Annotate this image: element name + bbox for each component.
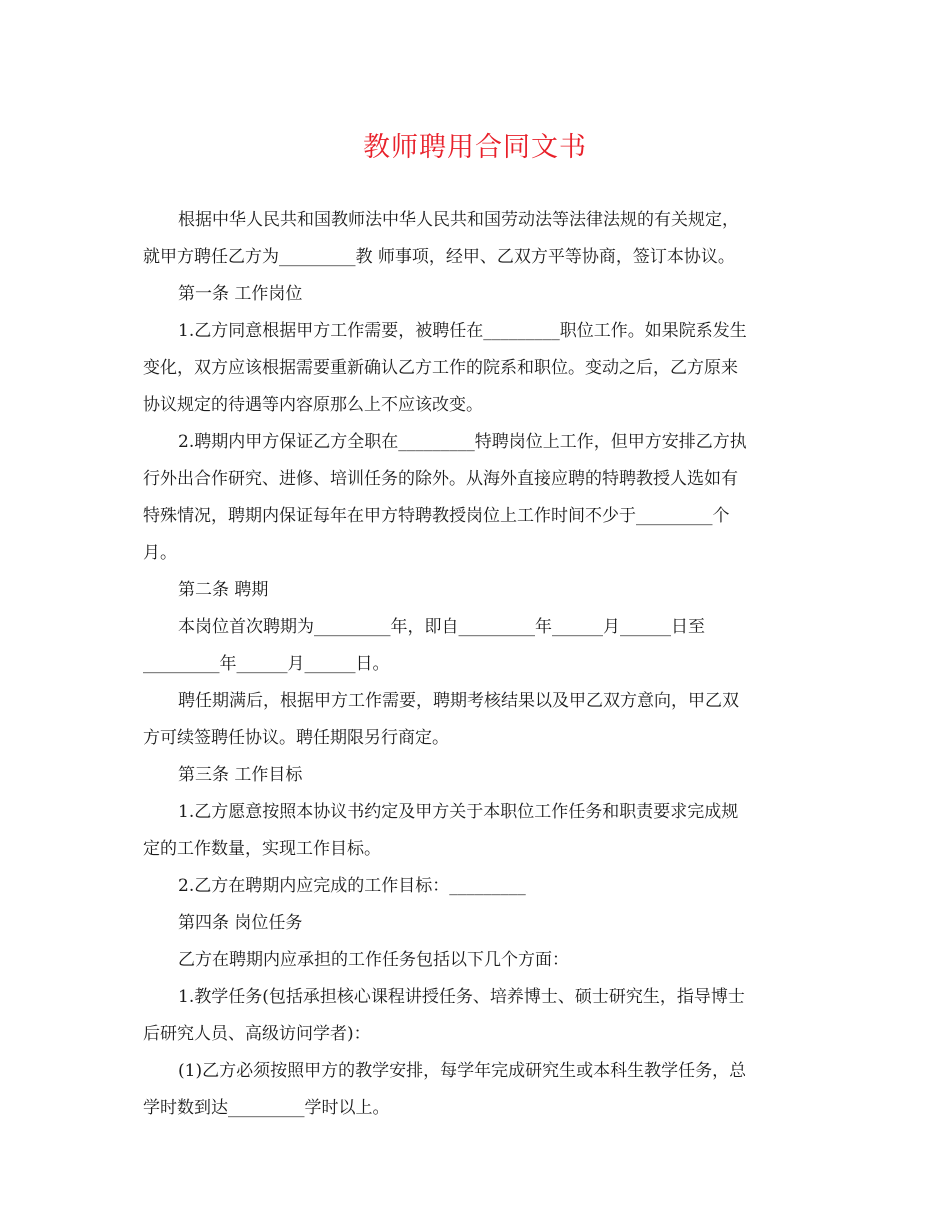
paragraph-line-9: 特殊情况，聘期内保证每年在甲方特聘教授岗位上工作时间不少于_________个 [143,506,730,526]
section-heading-3: 第三条 工作目标 [178,765,303,785]
paragraph-line-25: 学时数到达_________学时以上。 [143,1098,390,1118]
paragraph-line-21: 乙方在聘期内应承担的工作任务包括以下几个方面： [178,950,569,970]
paragraph-line-1: 根据中华人民共和国教师法中华人民共和国劳动法等法律法规的有关规定， [178,210,739,230]
paragraph-line-2: 就甲方聘任乙方为_________教 师事项，经甲、乙双方平等协商，签订本协议。 [143,247,735,267]
paragraph-line-10: 月。 [143,543,177,563]
paragraph-line-13: _________年______月______日。 [143,654,390,674]
paragraph-line-17: 1.乙方愿意按照本协议书约定及甲方关于本职位工作任务和职责要求完成规 [178,802,739,822]
section-heading-1: 第一条 工作岗位 [178,284,303,304]
paragraph-line-8: 行外出合作研究、进修、培训任务的除外。从海外直接应聘的特聘教授人选如有 [143,469,738,489]
paragraph-line-18: 定的工作数量，实现工作目标。 [143,839,381,859]
paragraph-line-19: 2.乙方在聘期内应完成的工作目标：_________ [178,876,526,896]
paragraph-line-22: 1.教学任务(包括承担核心课程讲授任务、培养博士、硕士研究生，指导博士 [178,987,745,1007]
paragraph-line-14: 聘任期满后，根据甲方工作需要，聘期考核结果以及甲乙双方意向，甲乙双 [178,691,739,711]
paragraph-line-6: 协议规定的待遇等内容原那么上不应该改变。 [143,395,483,415]
section-heading-4: 第四条 岗位任务 [178,913,303,933]
section-heading-2: 第二条 聘期 [178,580,269,600]
paragraph-line-15: 方可续签聘任协议。聘任期限另行商定。 [143,728,449,748]
paragraph-line-5: 变化，双方应该根据需要重新确认乙方工作的院系和职位。变动之后，乙方原来 [143,358,738,378]
paragraph-line-4: 1.乙方同意根据甲方工作需要，被聘任在_________职位工作。如果院系发生 [178,321,747,341]
document-title: 教师聘用合同文书 [363,132,587,163]
paragraph-line-7: 2.聘期内甲方保证乙方全职在_________特聘岗位上工作，但甲方安排乙方执 [178,432,747,452]
paragraph-line-12: 本岗位首次聘期为_________年，即自_________年______月______日至 [178,617,705,637]
paragraph-line-23: 后研究人员、高级访问学者)： [143,1024,371,1044]
paragraph-line-24: (1)乙方必须按照甲方的教学安排，每学年完成研究生或本科生教学任务，总 [178,1061,747,1081]
